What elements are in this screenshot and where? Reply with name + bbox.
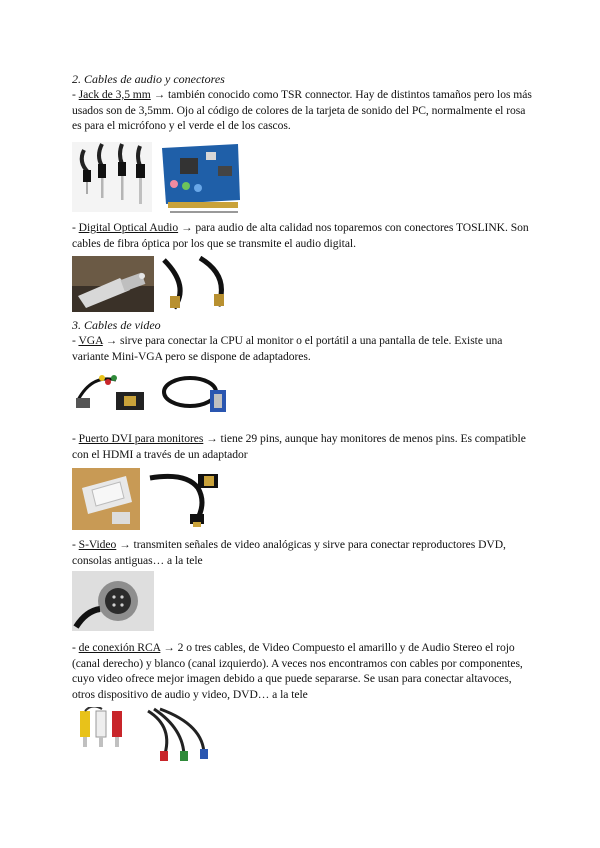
- jack-connectors-image: [72, 142, 152, 212]
- item-dvi: - Puerto DVI para monitores → tiene 29 pins, aunque hay monitores de menos pins. Es compatible con el HDMI a través de un adaptador: [72, 432, 526, 461]
- dvi-images: [72, 468, 222, 530]
- term-optical: Digital Optical Audio: [78, 221, 179, 234]
- term-vga: VGA: [78, 334, 103, 347]
- rca-composite-cable-image: [72, 707, 138, 763]
- section-heading-video: 3. Cables de video: [72, 318, 161, 332]
- jack-images: [72, 142, 242, 214]
- vga-cable-image: [160, 370, 240, 418]
- mini-vga-adapter-image: [72, 370, 154, 418]
- item-svideo: - S-Video → transmiten señales de video analógicas y sirve para conectar reproductores DVD, consolas antiguas… a la tele: [72, 538, 506, 567]
- vga-images: [72, 370, 240, 418]
- item-jack: - Jack de 3,5 mm → también conocido como TSR connector. Hay de distintos tamaños pero los más usados son de 3,5mm. Ojo al código de colores de la tarjeta de sonido del PC, normalmente el rosa es para el micrófono y el verde el de los cascos.: [72, 88, 532, 132]
- toslink-plug-image: [72, 256, 154, 312]
- rca-images: [72, 707, 220, 763]
- svideo-images: [72, 571, 154, 631]
- optical-images: [72, 256, 236, 312]
- svideo-connector-image: [72, 571, 154, 631]
- term-rca: de conexión RCA: [78, 641, 161, 654]
- term-dvi: Puerto DVI para monitores: [78, 432, 204, 445]
- dvi-hdmi-cable-image: [146, 468, 222, 530]
- section-heading-audio: 2. Cables de audio y conectores: [72, 72, 225, 86]
- item-vga: - VGA → sirve para conectar la CPU al monitor o el portátil a una pantalla de tele. Existe una variante Mini-VGA pero se dispone de adaptadores.: [72, 334, 503, 363]
- term-svideo: S-Video: [78, 538, 117, 551]
- term-jack: Jack de 3,5 mm: [78, 88, 151, 101]
- item-rca: - de conexión RCA → 2 o tres cables, de Video Compuesto el amarillo y de Audio Stereo el rojo (canal derecho) y blanco (canal izquierdo). A veces nos encontramos con cables por componentes, cuyo video ofrece mejor imagen debido a que puede separarse. Se usan para conectar altavoces, otros dispositivo de audio y video, DVD… a la tele: [72, 641, 523, 701]
- item-optical: - Digital Optical Audio → para audio de alta calidad nos toparemos con conectores TOSLINK. Son cables de fibra óptica por los que se transmite el audio digital.: [72, 221, 529, 250]
- dvi-connector-image: [72, 468, 140, 530]
- rca-component-cable-image: [144, 707, 220, 763]
- optical-cable-image: [160, 256, 236, 312]
- sound-card-image: [158, 142, 242, 214]
